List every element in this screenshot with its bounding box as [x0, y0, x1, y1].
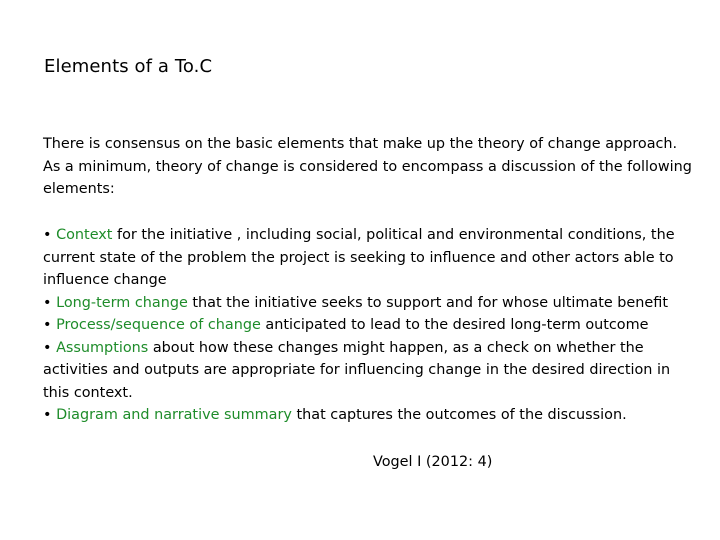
- bullet-diagram-summary: [43, 404, 693, 427]
- intro-paragraph: There is consensus on the basic elements that make up the theory of change approach. As a minimum, theory of change is considered to encompass a discussion of the following elements:: [43, 136, 692, 197]
- bullet-text: about how these changes might happen, as a check on whether the activities and outputs are appropriate for influencing change in the desired direction in this context.: [43, 339, 671, 401]
- slide-title: Elements of a To.C: [44, 56, 213, 77]
- bullet-text: anticipated to lead to the desired long-term outcome: [260, 317, 649, 333]
- bullet-process-sequence: [43, 314, 693, 337]
- bullet-marker: •: [43, 227, 57, 243]
- bullet-text: that the initiative seeks to support and for whose ultimate benefit: [187, 294, 668, 311]
- bullet-context: [43, 224, 693, 292]
- term-context: Context: [56, 227, 113, 243]
- bullet-list: [43, 224, 693, 427]
- bullet-marker: •: [43, 317, 57, 333]
- bullet-assumptions: [43, 337, 693, 405]
- citation: Vogel I (2012: 4): [373, 454, 493, 470]
- bullet-marker: •: [43, 407, 57, 423]
- term-assumptions: Assumptions: [56, 339, 149, 356]
- bullet-text: for the initiative , including social, political and environmental conditions, the current state of the problem the project is seeking to influence and other actors able to influence change: [43, 227, 675, 288]
- bullet-text: that captures the outcomes of the discussion.: [291, 407, 627, 423]
- bullet-marker: •: [43, 339, 57, 356]
- bullet-marker: •: [43, 294, 57, 311]
- term-long-term-change: Long-term change: [56, 294, 188, 311]
- bullet-long-term-change: [43, 292, 693, 315]
- term-diagram-summary: Diagram and narrative summary: [56, 407, 292, 423]
- term-process-sequence: Process/sequence of change: [56, 317, 261, 333]
